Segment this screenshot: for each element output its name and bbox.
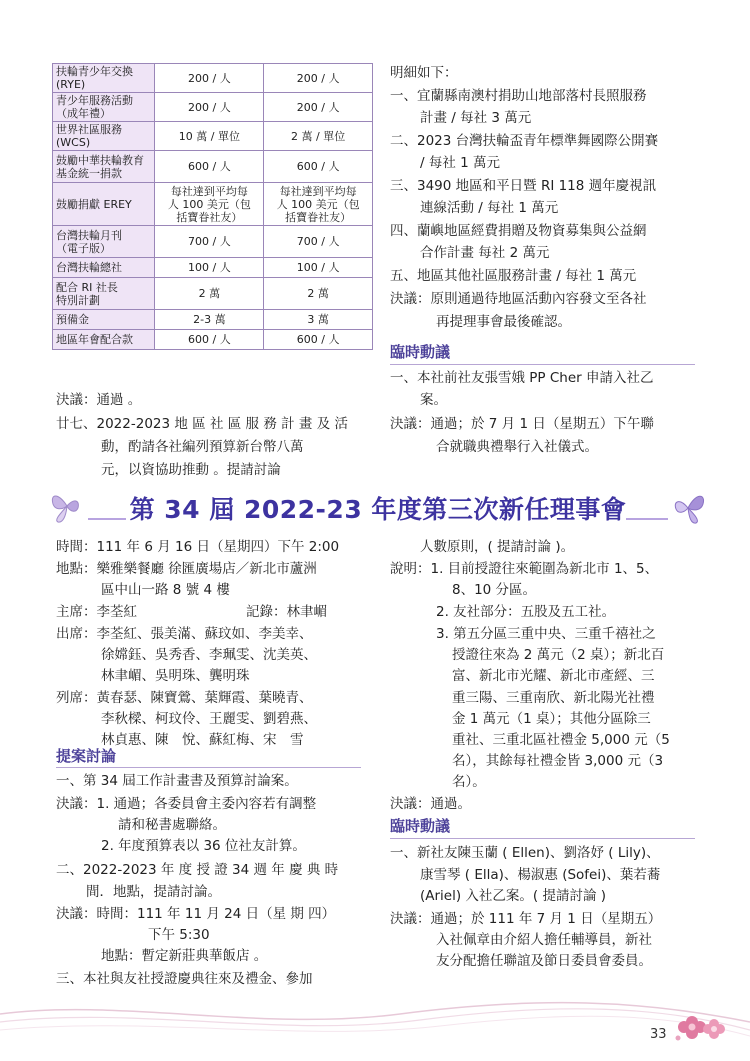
budget-value-cell: 2 萬 xyxy=(155,278,264,310)
extempore-item: 康雪琴 ( Ella)、楊淑惠 (Sofei)、葉若蕎 xyxy=(420,867,661,883)
section-rule xyxy=(390,838,695,839)
item27-line: 動，酌請各社編列預算新台幣八萬 xyxy=(101,439,304,455)
resolution-text: 決議：原則通過待地區活動內容發文至各社 xyxy=(390,291,647,307)
resolution-text: 決議：通過；於 7 月 1 日（星期五）下午聯 xyxy=(390,416,654,432)
detail-item: 五、地區其他社區服務計畫 / 每社 1 萬元 xyxy=(390,268,637,284)
table-row xyxy=(53,183,373,226)
budget-item-cell: 扶輪青少年交換 (RYE) xyxy=(53,64,155,93)
section-heading-proposals: 提案討論 xyxy=(56,747,117,765)
detail-item: 二、2023 台灣扶輪盃青年標準舞國際公開賽 xyxy=(390,133,659,149)
table-row xyxy=(53,122,373,151)
resolution-text: 2. 年度預算表以 36 位社友計算。 xyxy=(101,838,306,854)
detail-item: 四、蘭嶼地區經費捐贈及物資募集與公益網 xyxy=(390,223,647,239)
explanation-text: 名）。 xyxy=(452,774,486,790)
proposal-item: 一、第 34 屆工作計畫書及預算討論案。 xyxy=(56,773,298,789)
budget-value-cell: 3 萬 xyxy=(264,310,373,330)
meeting-chair: 主席：李荃紅 xyxy=(56,604,137,620)
explanation-text: 重社、三重北區社禮金 5,000 元（5 xyxy=(452,732,670,748)
proposal-item: 間．地點，提請討論。 xyxy=(86,884,221,900)
table-row xyxy=(53,310,373,330)
budget-value-cell: 200 / 人 xyxy=(264,93,373,122)
explanation-text: 重三陽、三重南欣、新北陽光社禮 xyxy=(452,690,655,706)
table-row xyxy=(53,278,373,310)
extempore-item: (Ariel) 入社乙案。( 提請討論 ) xyxy=(420,888,607,904)
resolution-text: 請和秘書處聯絡。 xyxy=(118,817,226,833)
table-row xyxy=(53,64,373,93)
budget-item-cell: 青少年服務活動 （成年禮） xyxy=(53,93,155,122)
section-heading-extempore: 臨時動議 xyxy=(390,343,451,361)
budget-value-cell: 2 萬 / 單位 xyxy=(264,122,373,151)
resolution-text: 決議：1. 通過；各委員會主委內容若有調整 xyxy=(56,796,317,812)
table-row xyxy=(53,258,373,278)
explanation-text: 3. 第五分區三重中央、三重千禧社之 xyxy=(436,626,656,642)
meeting-title-band xyxy=(48,488,708,524)
resolution-text: 下午 5:30 xyxy=(148,927,210,943)
budget-value-cell: 2-3 萬 xyxy=(155,310,264,330)
extempore-item: 一、本社前社友張雪娥 PP Cher 申請入社乙 xyxy=(390,370,654,386)
resolution-text: 入社佩章由介紹人擔任輔導員，新社 xyxy=(436,932,652,948)
resolution-text: 決議：時間：111 年 11 月 24 日（星 期 四） xyxy=(56,906,336,922)
budget-value-cell: 600 / 人 xyxy=(264,151,373,183)
item27-line: 元，以資協助推動 。提請討論 xyxy=(101,462,281,478)
resolution-text: 友分配擔任聯誼及節日委員會委員。 xyxy=(436,953,652,969)
present-list: 林聿嵋、吳明珠、龔明珠 xyxy=(101,668,250,684)
flower-icon xyxy=(672,1010,732,1044)
section-rule xyxy=(56,767,361,768)
budget-value-cell: 每社達到平均每 人 100 美元（包 括寶眷社友） xyxy=(264,183,373,226)
resolution-text: 地點：暫定新莊典華飯店 。 xyxy=(101,948,268,964)
explanation-text: 金 1 萬元（1 桌）；其他分區除三 xyxy=(452,711,651,727)
budget-value-cell: 200 / 人 xyxy=(155,64,264,93)
attendee-list: 李秋樑、柯玟伶、王麗雯、劉碧燕、 xyxy=(101,711,317,727)
budget-item-cell: 預備金 xyxy=(53,310,155,330)
explanation-text: 說明：1. 目前授證往來範圍為新北市 1、5、 xyxy=(390,561,659,577)
budget-value-cell: 600 / 人 xyxy=(264,330,373,350)
meeting-recorder: 記錄：林聿嵋 xyxy=(246,604,327,620)
meeting-place: 地點：樂雅樂餐廳 徐匯廣場店／新北市蘆洲 xyxy=(56,561,317,577)
budget-item-cell: 配合 RI 社長 特別計劃 xyxy=(53,278,155,310)
budget-value-cell: 10 萬 / 單位 xyxy=(155,122,264,151)
butterfly-icon xyxy=(668,488,708,524)
budget-value-cell: 2 萬 xyxy=(264,278,373,310)
budget-value-cell: 200 / 人 xyxy=(264,64,373,93)
meeting-time: 時間：111 年 6 月 16 日（星期四）下午 2:00 xyxy=(56,539,340,555)
budget-value-cell: 100 / 人 xyxy=(155,258,264,278)
present-list: 出席：李荃紅、張美滿、蘇玟如、李美幸、 xyxy=(56,626,313,642)
budget-value-cell: 每社達到平均每 人 100 美元（包 括寶眷社友） xyxy=(155,183,264,226)
budget-table xyxy=(52,63,373,350)
explanation-text: 授證往來為 2 萬元（2 桌）；新北百 xyxy=(452,647,665,663)
section-rule xyxy=(390,364,695,365)
table-row xyxy=(53,226,373,258)
meeting-title: 第 34 屆 2022-23 年度第三次新任理事會 xyxy=(129,495,627,524)
footer-wave-decoration xyxy=(0,992,750,1042)
detail-item: 三、3490 地區和平日暨 RI 118 週年慶視訊 xyxy=(390,178,657,194)
proposal-item: 三、本社與友社授證慶典往來及禮金、參加 xyxy=(56,971,313,987)
resolution-text: 決議：通過 。 xyxy=(56,392,142,408)
section-heading-extempore: 臨時動議 xyxy=(390,817,451,835)
budget-item-cell: 台灣扶輪總社 xyxy=(53,258,155,278)
details-intro: 明細如下： xyxy=(390,65,458,81)
table-row xyxy=(53,93,373,122)
budget-value-cell: 100 / 人 xyxy=(264,258,373,278)
proposal-item: 二、2022-2023 年 度 授 證 34 週 年 慶 典 時 xyxy=(56,862,339,878)
budget-value-cell: 700 / 人 xyxy=(155,226,264,258)
explanation-text: 8、10 分區。 xyxy=(452,582,537,598)
detail-item: 一、宜蘭縣南澳村捐助山地部落村長照服務 xyxy=(390,88,647,104)
attendee-list: 林貞惠、陳 悅、蘇紅梅、宋 雪 xyxy=(101,732,304,748)
budget-item-cell: 地區年會配合款 xyxy=(53,330,155,350)
explanation-text: 2. 友社部分：五股及五工社。 xyxy=(436,604,616,620)
resolution-text: 決議：通過。 xyxy=(390,796,471,812)
budget-item-cell: 鼓勵捐獻 EREY xyxy=(53,183,155,226)
budget-value-cell: 700 / 人 xyxy=(264,226,373,258)
page-number: 33 xyxy=(650,1027,667,1042)
explanation-text: 名），其餘每社禮金皆 3,000 元（3 xyxy=(452,753,664,769)
budget-item-cell: 鼓勵中華扶輪教育 基金統一捐款 xyxy=(53,151,155,183)
detail-item: / 每社 1 萬元 xyxy=(420,155,501,171)
budget-value-cell: 600 / 人 xyxy=(155,151,264,183)
detail-item: 合作計畫 每社 2 萬元 xyxy=(420,245,550,261)
table-row xyxy=(53,151,373,183)
meeting-place: 區中山一路 8 號 4 樓 xyxy=(101,582,230,598)
present-list: 徐嫦鈺、吳秀香、李珮雯、沈美英、 xyxy=(101,647,317,663)
budget-value-cell: 200 / 人 xyxy=(155,93,264,122)
item27-line: 廿七、2022-2023 地 區 社 區 服 務 計 畫 及 活 xyxy=(56,416,348,432)
detail-item: 連線活動 / 每社 1 萬元 xyxy=(420,200,559,216)
budget-item-cell: 世界社區服務 (WCS) xyxy=(53,122,155,151)
resolution-text: 再提理事會最後確認。 xyxy=(436,314,571,330)
budget-item-cell: 台灣扶輪月刊 （電子版） xyxy=(53,226,155,258)
explanation-text: 富、新北市光耀、新北市產經、三 xyxy=(452,668,655,684)
budget-value-cell: 600 / 人 xyxy=(155,330,264,350)
attendee-list: 列席：黃春瑟、陳寶鶯、葉輝霞、葉曉青、 xyxy=(56,690,313,706)
resolution-text: 合就職典禮舉行入社儀式。 xyxy=(436,439,598,455)
extempore-item: 案。 xyxy=(420,392,447,408)
extempore-item: 一、新社友陳玉蘭 ( Ellen)、劉洛妤 ( Lily)、 xyxy=(390,845,660,861)
proposal-item: 人數原則，( 提請討論 )。 xyxy=(420,539,575,555)
table-row xyxy=(53,330,373,350)
resolution-text: 決議：通過；於 111 年 7 月 1 日（星期五） xyxy=(390,911,662,927)
detail-item: 計畫 / 每社 3 萬元 xyxy=(420,110,532,126)
title-rule xyxy=(626,518,668,520)
